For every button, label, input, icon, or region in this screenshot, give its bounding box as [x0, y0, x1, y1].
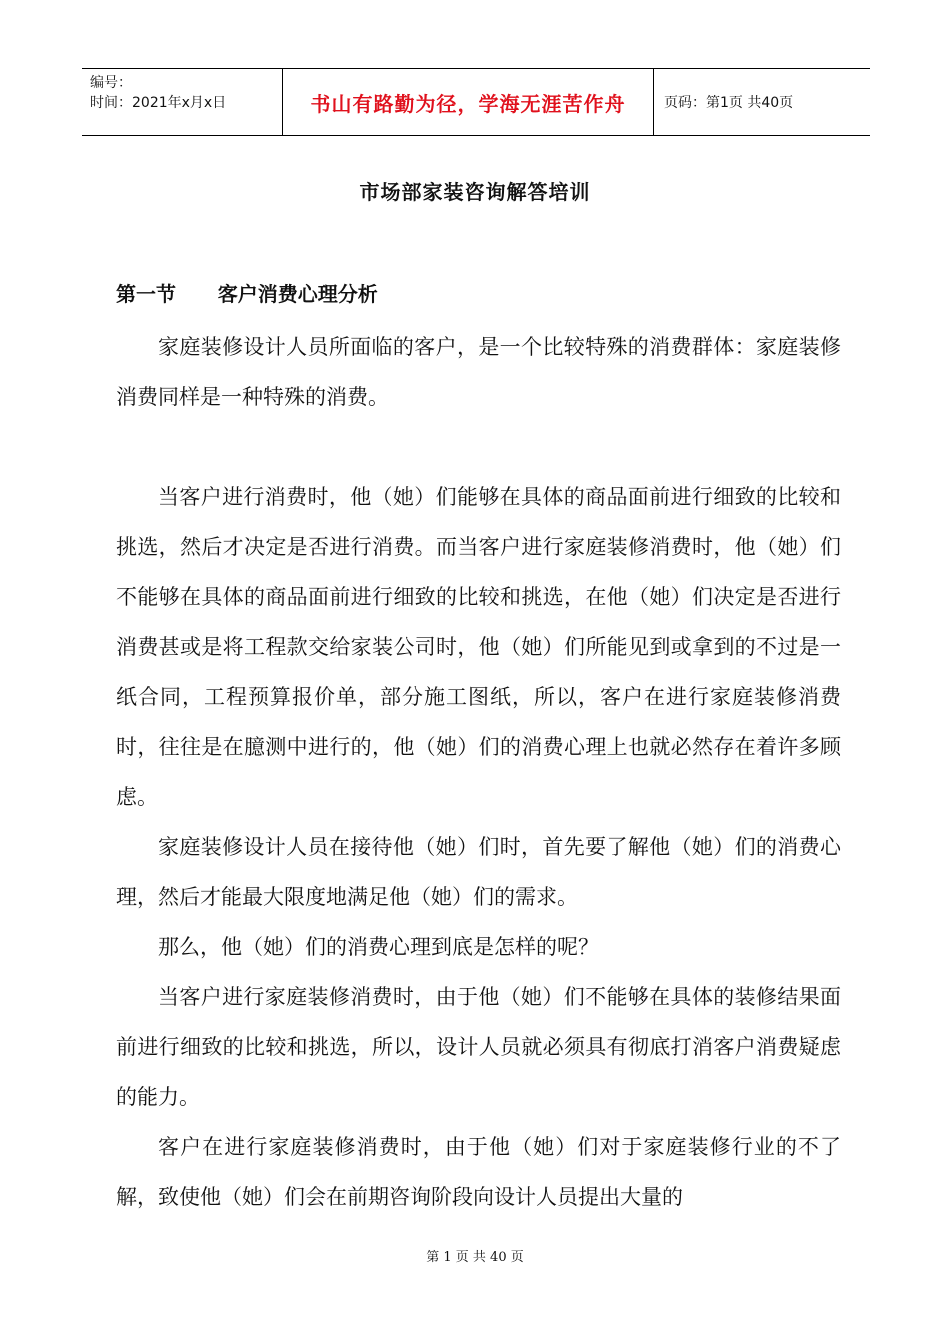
paragraph: 客户在进行家庭装修消费时，由于他（她）们对于家庭装修行业的不了解，致使他（她）们会在前期咨询阶段向设计人员提出大量的	[116, 1135, 841, 1209]
section-heading: 第一节 客户消费心理分析	[116, 282, 378, 306]
motto-text: 书山有路勤为径，学海无涯苦作舟	[310, 91, 626, 116]
header-motto-cell	[282, 69, 654, 135]
paragraph: 那么，他（她）们的消费心理到底是怎样的呢？	[158, 935, 599, 959]
paragraph: 当客户进行消费时，他（她）们能够在具体的商品面前进行细致的比较和挑选，然后才决定是否进行消费。而当客户进行家庭装修消费时，他（她）们不能够在具体的商品面前进行细致的比较和挑选，在他（她）们决定是否进行消费甚或是将工程款交给家装公司时，他（她）们所能见到或拿到的不过是一纸合同，工程预算报价单，部分施工图纸，所以，客户在进行家庭装修消费时，往往是在臆测中进行的，他（她）们的消费心理上也就必然存在着许多顾虑。	[116, 485, 841, 809]
date-line: 时间：2021年x月x日	[90, 95, 227, 111]
paragraph: 家庭装修设计人员所面临的客户，是一个比较特殊的消费群体：家庭装修消费同样是一种特殊的消费。	[116, 335, 841, 409]
header-meta	[82, 69, 282, 135]
document-title: 市场部家装咨询解答培训	[359, 180, 591, 204]
page-footer: 第 1 页 共 40 页	[426, 1250, 524, 1265]
header-page-code	[654, 69, 870, 135]
paragraph: 当客户进行家庭装修消费时，由于他（她）们不能够在具体的装修结果面前进行细致的比较和挑选，所以，设计人员就必须具有彻底打消客户消费疑虑的能力。	[116, 985, 841, 1109]
number-label: 编号：	[90, 75, 132, 91]
document-header	[82, 68, 870, 136]
body-text	[116, 322, 841, 1222]
paragraph: 家庭装修设计人员在接待他（她）们时，首先要了解他（她）们的消费心理，然后才能最大限度地满足他（她）们的需求。	[116, 835, 841, 909]
page-code-text: 页码：第1页 共40页	[664, 95, 794, 111]
